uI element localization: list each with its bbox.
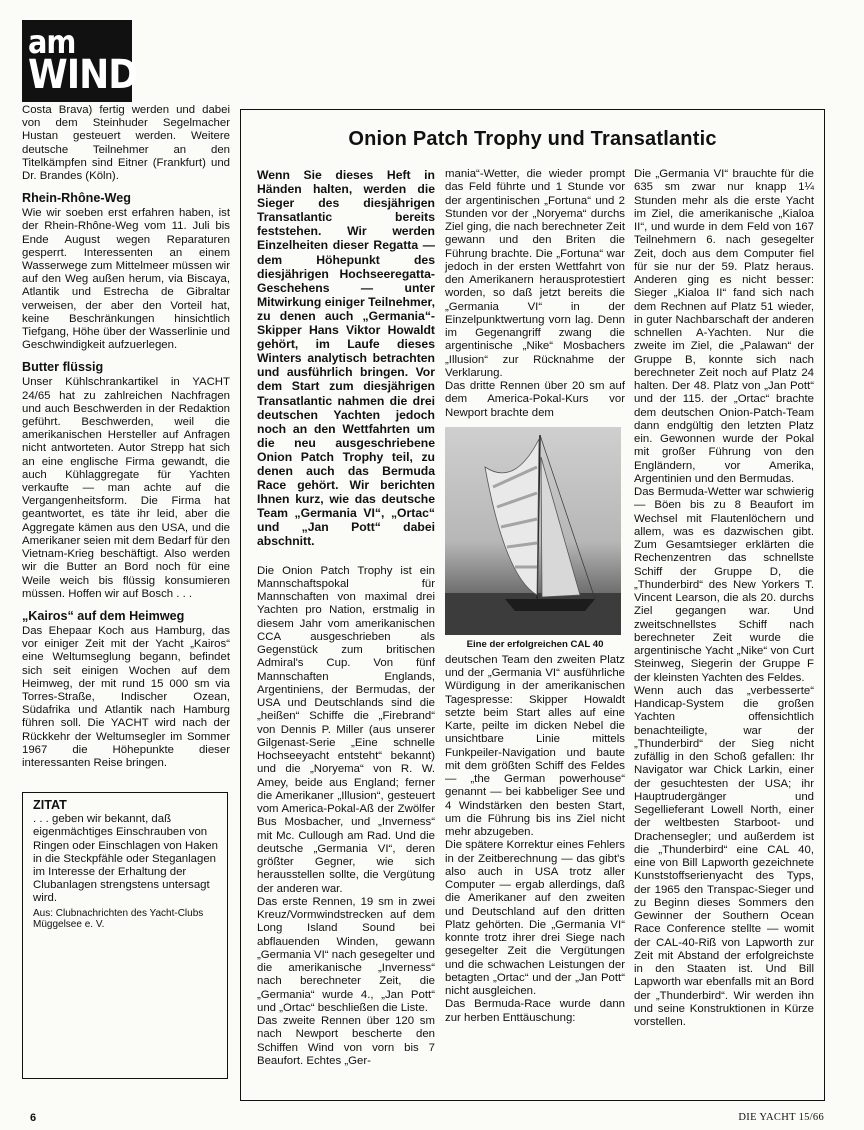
article-paragraph: Das dritte Rennen über 20 sm auf dem America-Pokal-Kurs vor Newport brachte dem <box>445 380 625 419</box>
article-paragraph: deutschen Team den zweiten Platz und der „Germania VI“ ausführliche Würdigung in der amerikanischen Tagespresse: Skipper Howaldt setzte beim Start alles auf eine Karte, peilte im dicken Nebel die unsichtbare Linie mittels Funkpeiler-Navigation und baute mit dem größten Schiff des Feldes — „the German powerhouse“ genannt — bei kabbeliger See und 4 Windstärken den besten Start, um die Führung bis ins Ziel nicht mehr abzugeben. <box>445 653 625 838</box>
heading-butter: Butter flüssig <box>22 360 104 375</box>
intro-paragraph: Costa Brava) fertig werden und dabei von dem Steinhuder Segelmacher Hustan gesteuert werden. Weitere deutsche Teilnehmer an den Titelkämpfen sind Eitner (Frankfurt) und Dr. Brandes (Köln). <box>22 104 230 183</box>
zitat-source: Aus: Clubnachrichten des Yacht-Clubs Müggelsee e. V. <box>33 907 204 931</box>
zitat-box <box>22 792 228 1079</box>
sailing-yacht-photo <box>445 427 621 635</box>
yacht-illustration <box>445 427 621 635</box>
paragraph-kairos: Das Ehepaar Koch aus Hamburg, das vor einiger Zeit mit der Yacht „Kairos“ eine Weltumseglung begann, befindet sich seit einigen Wochen auf dem Heimweg, der mit rund 15 000 sm via Torres-Straße, Indischer Ozean, Südafrika und Atlantik nach Hamburg führen soll. Die YACHT wird nach der Rückkehr der Weltumsegler im Sommer 1967 die Höhepunkte dieser interessanten Reise bringen. <box>22 624 230 769</box>
article-paragraph: Die „Germania VI“ brauchte für die 635 sm zwar nur knapp 1¼ Stunden mehr als die erste Yacht im Ziel, die amerikanische „Kialoa II“, und wurde in dem Feld von 167 Teilnehmern 6. nach gesegelter Zeit, doch aus dem Computer fiel für sie nur der 59. Platz heraus. Anderen ging es nicht besser: Sieger „Kialoa II“ fand sich nach dem Rechnen auf Platz 51 wieder, in guter Nachbarschaft der anderen schnellen A-Yachten. Nur die zweite im Ziel, die „Palawan“ der Gruppe B, konnte sich nach berechneter Zeit noch auf Platz 24 halten. Der 48. Platz von „Jan Pott“ und der 115. der „Ortac“ brachte dem deutschen Onion-Patch-Team dann endgültig den letzten Platz ein. Gewonnen wurde der Pokal mit großer Führung von den Engländern, vor Amerika, Argentinien und den Bermudas. <box>634 168 814 485</box>
article-column-3 <box>634 168 814 1029</box>
paragraph-rhein-rhone: Wie wir soeben erst erfahren haben, ist der Rhein-Rhône-Weg vom 11. Juli bis Ende August wegen Reparaturen gesperrt. Interessenten an einem Wasserwege zum Mittelmeer müssen wir auf den Weg außen herum, via Biscaya, Atlantik und Estrecha de Gibraltar verweisen, der aber den Vorteil hat, keine Beschränkungen hinsichtlich Tiefgang, Höhe über der Wasserlinie und Geschwindigkeit aufzuerlegen. <box>22 207 230 352</box>
article-column-1 <box>257 168 435 1068</box>
left-news-column <box>22 104 230 770</box>
paragraph-butter: Unser Kühlschrankartikel in YACHT 24/65 hat zu zahlreichen Nachfragen und auch Beschwerden in der Redaktion geführt. Beschwerden, weil die amerikanischen Hersteller auf Anfragen nicht antworteten. Autor Strepp hat sich an eine englische Firma gewandt, die auch Kühlaggregate für Yachten verkaufte — man achte auf die Vergangenheitsform. Die Firma hat geantwortet, es täte ihr leid, aber die Aggregate kämen aus den USA, und die Amerikaner seien mit dem Bedarf für den Vietnam-Krieg beschäftigt. Also werden wir die Butter an Bord noch für eine Weile weich bis flüssig konsumieren müssen. Hoffen wir auf Bosch . . . <box>22 376 230 600</box>
article-lead: Wenn Sie dieses Heft in Händen halten, werden die Sieger des diesjährigen Transatlantic bereits feststehen. Wir werden Einzelheiten dieser Regatta — dem Höhepunkt des diesjährigen Hochseeregatta-Geschehens — unter Mitwirkung einiger Teilnehmer, zu denen auch „Germania“-Skipper Hans Viktor Howaldt gehört, im Laufe dieses Winters analytisch betrachten und ausführlich bringen. Vor dem Start zum diesjährigen Transatlantic nahmen die drei deutschen Yachten jedoch noch an den Wettfahrten um die neu ausgeschriebene Onion Patch Trophy teil, zu denen auch das Bermuda Race gehört. Wir berichten Ihnen kurz, wie das deutsche Team „Germania VI“, „Ortac“ und „Jan Pott“ dabei abschnitt. <box>257 168 435 549</box>
heading-kairos: „Kairos“ auf dem Heimweg <box>22 608 185 623</box>
article-paragraph: Die Onion Patch Trophy ist ein Mannschaftspokal für Mannschaften von maximal drei Yachten pro Nation, erstmalig in diesem Jahr vom amerikanischen CCA ausgeschrieben als Gegenstück zum britischen Admiral's Cup. Von fünf Mannschaften Englands, Argentiniens, der Bermudas, der USA und Deutschlands sind die „heißen“ Schiffe die „Firebrand“ von Dennis P. Miller (aus unserer Gilgenast-Serie „Eine schnelle Hochseeyacht entsteht“ bekannt) und die „Noryema“ von R. W. Amey, beide aus England; ferner die Amerikaner „Illusion“, gesteuert vom America-Pokal-Aß der Zwölfer Bus Mosbacher, und „Inverness“ mit Mc. Cullough am Rad. Und die deutsche „Germania VI“, deren größter Gegner, wie sich herausstellen sollte, die Vergütung der anderen war. <box>257 564 435 895</box>
article-paragraph: Die spätere Korrektur eines Fehlers in der Zeitberechnung — das gibt's also auch in USA trotz aller Computer — ergab allerdings, daß die Amerikaner auf den zweiten und Deutschland auf den dritten Platz gehörten. Die „Germania VI“ konnte trotz ihrer drei Siege nach gesegelter Zeit die Vergütungen und die schwachen Leistungen der betagten „Ortac“ und der „Jan Pott“ nicht ausgleichen. <box>445 839 625 997</box>
logo-line-am: am <box>28 22 76 61</box>
zitat-title: ZITAT <box>33 798 67 812</box>
article-paragraph: Wenn auch das „verbesserte“ Handicap-System die großen Yachten offensichtlich benachteiligte, war der „Thunderbird“ der Sieg nicht zufällig in den Schoß gefallen: Ihr Navigator war Chick Larkin, einer der gesuchtesten der USA; ihr Hauptrudergänger und Segellieferant Lowell North, einer der weltbesten Starboot- und Drachensegler; und außerdem ist die „Thunderbird“ eine CAL 40, eine von Bill Lapworth gezeichnete Kunststoffserienyacht des Typs, der 1965 den Transpac-Sieger und zu Beginn dieses Sommers den Gewinner der Southern Ocean Race Conference stellte — womit der CAL-40-Riß von Lapworth zur Zeit mit Abstand der erfolgreichste in den Staaten ist. Und Bill Lapworth war ebenfalls mit an Bord der „Thunderbird“. Wir werden ihn und seine Konstruktionen in Kürze vorstellen. <box>634 684 814 1028</box>
article-paragraph: Das erste Rennen, 19 sm in zwei Kreuz/Vormwindstrecken auf dem Long Island Sound bei abflauenden Winden, gewann „Germania VI“ nach gesegelter und die amerikanische „Inverness“ nach berechneter Zeit, die „Germania“ wurde 4., „Jan Pott“ und „Ortac“ beschließen die Liste. <box>257 895 435 1014</box>
article-paragraph: Das zweite Rennen über 120 sm nach Newport bescherte den Schiffen Wind von vorn bis 7 Beaufort. Echtes „Ger- <box>257 1015 435 1067</box>
photo-caption: Eine der erfolgreichen CAL 40 <box>466 638 604 650</box>
article-paragraph: Das Bermuda-Wetter war schwierig — Böen bis zu 8 Beaufort im Wechsel mit Flautenlöchern und allem, was es dazwischen gibt. Zum Gesamtsieger erklärten die Rechenzentren das schnellste Schiff der Gruppe D, die „Thunderbird“ des New Yorkers T. Vincent Learson, die als 20. durchs Ziel gegangen war. Und zweitschnellstes Schiff nach berechneter Zeit wurde die argentinische Yacht „Nike“ von Curt Steinweg, Siegerin der Gruppe F der kleinsten Yachten des Feldes. <box>634 486 814 684</box>
logo-line-wind: WIND <box>28 52 138 99</box>
section-logo <box>22 20 138 102</box>
zitat-text: . . . geben wir bekannt, daß eigenmächtiges Einschrauben von Ringen oder Einschlagen von Haken in die Steckpfähle oder Steganlagen im Interesse der Erhaltung der Clubanlagen strengstens untersagt wird. <box>33 813 218 905</box>
magazine-issue-footer: DIE YACHT 15/66 <box>738 1112 824 1123</box>
article-headline: Onion Patch Trophy und Transatlantic <box>348 128 717 150</box>
article-paragraph: Das Bermuda-Race wurde dann zur herben Enttäuschung: <box>445 998 625 1024</box>
article-column-2 <box>445 168 625 1025</box>
heading-rhein-rhone: Rhein-Rhône-Weg <box>22 191 131 206</box>
article-paragraph: mania“-Wetter, die wieder prompt das Feld führte und 1 Stunde vor der argentinischen „Fortuna“ und 2 Stunden vor der „Noryema“ durchs Ziel ging, die nach berechneter Zeit gewann und den Briten die Führung brachte. Die „Fortuna“ war jedoch in der ersten Wettfahrt von den Amerikanern herausprotestiert worden, so daß jetzt bereits die „Germania VI“ in der Einzelpunktwertung vorn lag. Denn im Gegenangriff zwang die argentinische „Nike“ Mosbachers „Illusion“ zur Rücknahme der Verklarung. <box>445 168 625 379</box>
page-number: 6 <box>30 1112 37 1124</box>
